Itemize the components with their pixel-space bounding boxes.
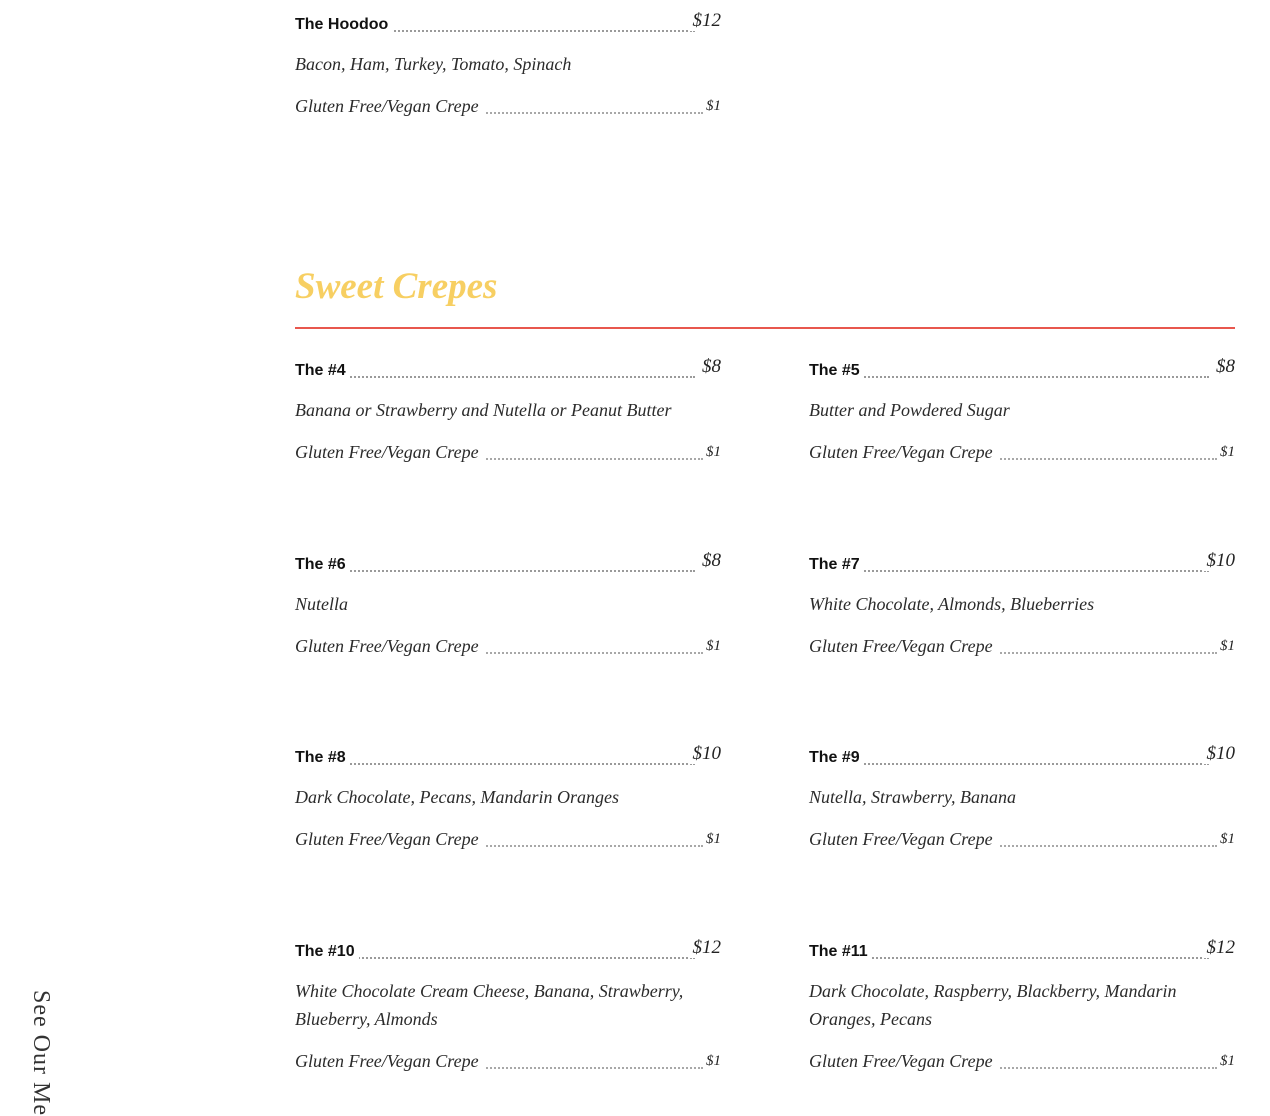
- leader-dots: [295, 376, 695, 378]
- menu-item-name: The #8: [295, 749, 350, 767]
- menu-item-name: The #11: [809, 943, 872, 961]
- menu-item-name: The #5: [809, 362, 864, 380]
- menu-item-the-7: [809, 552, 1235, 657]
- see-our-menu-link[interactable]: See Our Me: [28, 990, 54, 1116]
- menu-item-description: Nutella: [295, 594, 348, 614]
- menu-item-price: $10: [1204, 744, 1236, 764]
- menu-item-addon: [295, 441, 721, 463]
- menu-item-description: Nutella, Strawberry, Banana: [809, 787, 1016, 807]
- menu-item-addon: [809, 1050, 1235, 1072]
- menu-item-name: The #6: [295, 556, 350, 574]
- menu-item-price: $8: [699, 357, 721, 377]
- menu-item-description: White Chocolate Cream Cheese, Banana, Strawberry, Blueberry, Almonds: [295, 981, 684, 1029]
- menu-item-addon: [809, 441, 1235, 463]
- menu-item-price: $10: [1204, 551, 1236, 571]
- addon-name: Gluten Free/Vegan Crepe: [295, 635, 485, 657]
- section-divider: [295, 327, 1235, 329]
- section-title-sweet-crepes: Sweet Crepes: [295, 266, 498, 307]
- addon-name: Gluten Free/Vegan Crepe: [295, 1050, 485, 1072]
- menu-item-description: Butter and Powdered Sugar: [809, 400, 1010, 420]
- addon-name: Gluten Free/Vegan Crepe: [809, 635, 999, 657]
- addon-name: Gluten Free/Vegan Crepe: [295, 441, 485, 463]
- addon-price: $1: [1217, 1050, 1235, 1072]
- addon-price: $1: [703, 95, 721, 117]
- leader-dots: [809, 570, 1209, 572]
- menu-item-price: $8: [1213, 357, 1235, 377]
- menu-item-the-9: [809, 745, 1235, 850]
- addon-name: Gluten Free/Vegan Crepe: [295, 828, 485, 850]
- addon-name: Gluten Free/Vegan Crepe: [295, 95, 485, 117]
- menu-item-description: Dark Chocolate, Pecans, Mandarin Oranges: [295, 787, 619, 807]
- menu-item-the-4: [295, 358, 721, 463]
- menu-item-header: [809, 358, 1235, 384]
- menu-item-header: [295, 745, 721, 771]
- menu-item-name: The Hoodoo: [295, 16, 392, 34]
- menu-item-the-11: [809, 939, 1235, 1072]
- addon-price: $1: [703, 1050, 721, 1072]
- leader-dots: [295, 763, 695, 765]
- menu-item-description: Dark Chocolate, Raspberry, Blackberry, Mandarin Oranges, Pecans: [809, 981, 1177, 1029]
- menu-item-price: $10: [690, 744, 722, 764]
- menu-item-header: [809, 939, 1235, 965]
- menu-item-the-5: [809, 358, 1235, 463]
- addon-name: Gluten Free/Vegan Crepe: [809, 441, 999, 463]
- menu-item-description: Banana or Strawberry and Nutella or Peanut Butter: [295, 400, 672, 420]
- menu-item-the-8: [295, 745, 721, 850]
- addon-price: $1: [1217, 828, 1235, 850]
- menu-item-price: $12: [690, 11, 722, 31]
- addon-price: $1: [703, 635, 721, 657]
- menu-item-addon: [295, 635, 721, 657]
- menu-item-header: [295, 358, 721, 384]
- menu-item-addon: [809, 635, 1235, 657]
- leader-dots: [809, 376, 1209, 378]
- menu-item-the-6: [295, 552, 721, 657]
- menu-item-description: White Chocolate, Almonds, Blueberries: [809, 594, 1095, 614]
- addon-price: $1: [703, 828, 721, 850]
- menu-item-header: [295, 12, 721, 38]
- menu-item-header: [295, 552, 721, 578]
- addon-name: Gluten Free/Vegan Crepe: [809, 1050, 999, 1072]
- menu-item-addon: [295, 95, 721, 117]
- addon-name: Gluten Free/Vegan Crepe: [809, 828, 999, 850]
- menu-item-name: The #10: [295, 943, 359, 961]
- addon-price: $1: [1217, 441, 1235, 463]
- menu-item-price: $12: [1204, 938, 1236, 958]
- addon-price: $1: [703, 441, 721, 463]
- menu-item-header: [809, 745, 1235, 771]
- menu-item-description: Bacon, Ham, Turkey, Tomato, Spinach: [295, 54, 572, 74]
- menu-item-price: $12: [690, 938, 722, 958]
- menu-item-price: $8: [699, 551, 721, 571]
- addon-price: $1: [1217, 635, 1235, 657]
- menu-item-name: The #7: [809, 556, 864, 574]
- leader-dots: [295, 570, 695, 572]
- menu-item-name: The #9: [809, 749, 864, 767]
- menu-item-header: [809, 552, 1235, 578]
- menu-item-the-hoodoo: [295, 12, 721, 117]
- menu-item-name: The #4: [295, 362, 350, 380]
- menu-item-the-10: [295, 939, 721, 1072]
- menu-item-addon: [809, 828, 1235, 850]
- leader-dots: [809, 763, 1209, 765]
- menu-item-header: [295, 939, 721, 965]
- menu-item-addon: [295, 828, 721, 850]
- menu-item-addon: [295, 1050, 721, 1072]
